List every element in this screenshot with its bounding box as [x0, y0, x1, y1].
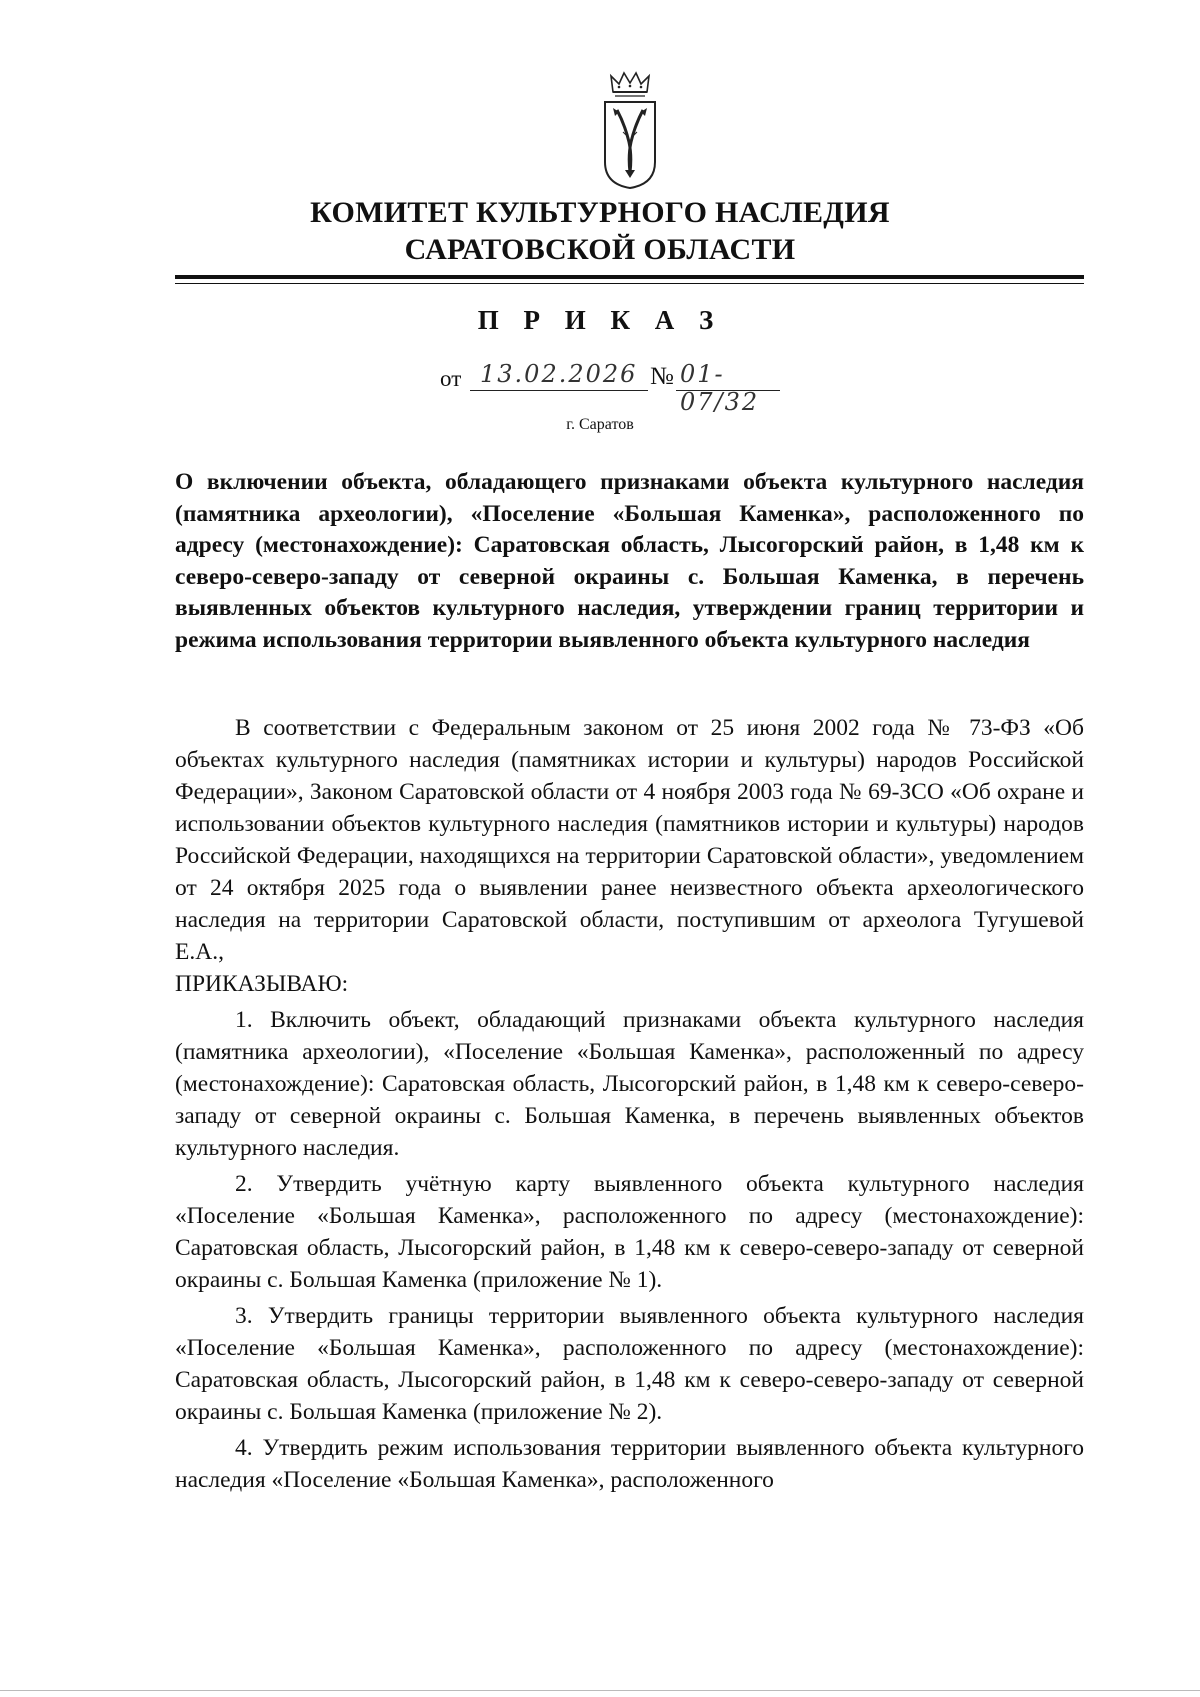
- order-item-3: 3. Утвердить границы территории выявленного объекта культурного наследия «Поселение «Большая Каменка», расположенного по адресу (местонахождение): Саратовская область, Лысогорский район, в 1,48 км к северо-северо-западу от северной окраины с. Большая Каменка (приложение № 2).: [175, 1303, 1084, 1425]
- order-body: [175, 712, 1084, 1496]
- organization-name-line-2: САРАТОВСКОЙ ОБЛАСТИ: [404, 233, 796, 266]
- decree-word: ПРИКАЗЫВАЮ:: [175, 971, 349, 997]
- order-item-4: 4. Утвердить режим использования территории выявленного объекта культурного наследия «Поселение «Большая Каменка», расположенного: [175, 1435, 1084, 1493]
- order-subject-heading: О включении объекта, обладающего признаками объекта культурного наследия (памятника археологии), «Поселение «Большая Каменка», расположенного по адресу (местонахождение): Саратовская область, Лысогорский район, в 1,48 км к северо-северо-западу от северной окраины с. Большая Каменка, в перечень выявленных объектов культурного наследия, утверждении границ территории и режима использования территории выявленного объекта культурного наследия: [175, 469, 1084, 653]
- date-label: от: [440, 366, 462, 391]
- number-label: №: [650, 363, 674, 390]
- order-item-1: 1. Включить объект, обладающий признаками объекта культурного наследия (памятника археологии), «Поселение «Большая Каменка», расположенный по адресу (местонахождение): Саратовская область, Лысогорский район, в 1,48 км к северо-северо-западу от северной окраины с. Большая Каменка, в перечень выявленных объектов культурного наследия.: [175, 1007, 1084, 1161]
- preamble-paragraph: В соответствии с Федеральным законом от 25 июня 2002 года № 73-ФЗ «Об объектах культурного наследия (памятниках истории и культуры) народов Российской Федерации», Законом Саратовской области от 4 ноября 2003 года № 69-ЗСО «Об охране и использовании объектов культурного наследия (памятников истории и культуры) народов Российской Федерации, находящихся на территории Саратовской области», уведомлением от 24 октября 2025 года о выявлении ранее неизвестного объекта археологического наследия на территории Саратовской области, поступившим от археолога Тугушевой Е.А.,: [175, 715, 1084, 965]
- order-item-2: 2. Утвердить учётную карту выявленного объекта культурного наследия «Поселение «Большая Каменка», расположенного по адресу (местонахождение): Саратовская область, Лысогорский район, в 1,48 км к северо-северо-западу от северной окраины с. Большая Каменка (приложение № 1).: [175, 1171, 1084, 1293]
- handwritten-number: 01-07/32: [680, 360, 760, 416]
- organization-name-line-1: КОМИТЕТ КУЛЬТУРНОГО НАСЛЕДИЯ: [310, 196, 890, 229]
- document-type-title: П Р И К А З: [477, 305, 723, 335]
- city-of-issue: г. Саратов: [566, 416, 634, 433]
- scan-bottom-edge: [0, 1690, 1200, 1691]
- header-divider-thick: [175, 275, 1084, 279]
- header-divider-thin: [175, 283, 1084, 284]
- date-underline: [470, 390, 648, 391]
- handwritten-date: 13.02.2026: [480, 360, 638, 388]
- saratov-coat-of-arms-icon: [601, 70, 659, 190]
